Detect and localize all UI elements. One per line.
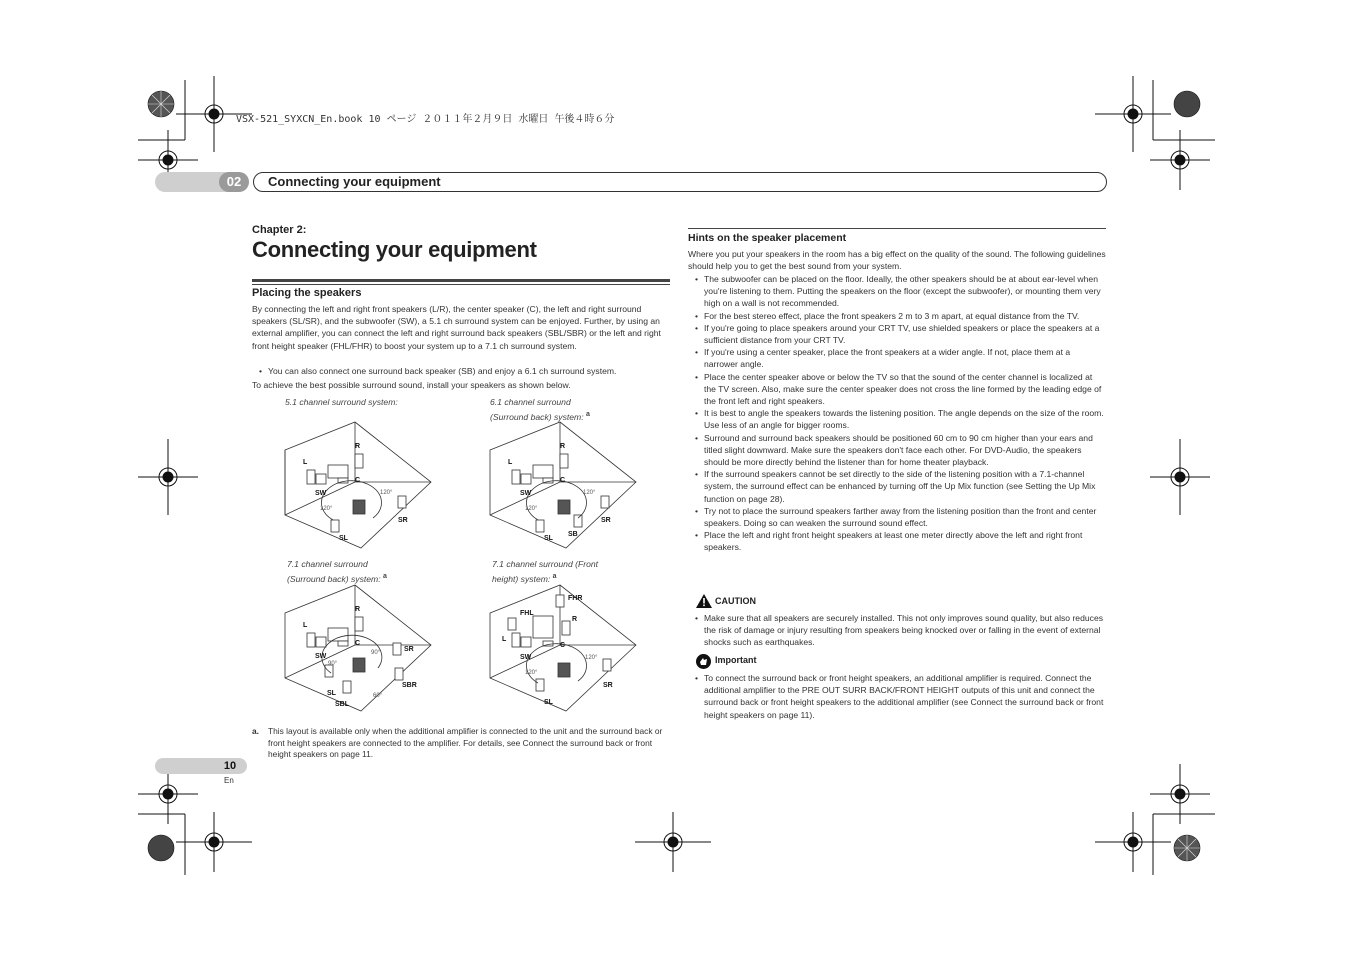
svg-text:R: R — [355, 606, 361, 613]
important-text: • To connect the surround back or front height speakers, an additional amplifier is required. Connect the additional amplifier to the PRE OUT SURR BACK/FRONT HEIGHT outputs of this unit and connect the surround back or front height speakers to the additional amplifier (see Connect the surround back or front height speakers on page 11). — [688, 672, 1106, 721]
svg-text:L: L — [502, 636, 507, 643]
hint-item: • Place the center speaker above or below the TV so that the sound of the center channel is localized at the TV screen. Also, make sure the center speaker does not cross the line formed by the leading edge of the front left and right speakers. — [688, 371, 1106, 408]
important-icon — [696, 654, 711, 669]
svg-text:SL: SL — [544, 535, 553, 542]
placing-closing: To achieve the best possible surround sound, install your speakers as shown below. — [252, 380, 571, 390]
label-R: R — [355, 443, 361, 450]
svg-text:120°: 120° — [525, 670, 538, 676]
placing-intro: By connecting the left and right front speakers (L/R), the center speaker (C), the left and right surround speakers (SL/SR), and the subwoofer (SW), a 5.1 ch surround system can be enjoyed. Further, by using an external amplifier, you can connect the left and right surround back speakers (SBL/SBR) or the left and right front height speaker (FHL/FHR) to boost your system up to a 7.1 ch surround system. — [252, 304, 661, 351]
diagram-caption-51: 5.1 channel surround system: — [285, 397, 398, 407]
diagram-caption-71-fh: 7.1 channel surround (Front height) system: $^a$ — [492, 559, 599, 584]
caution-label: CAUTION — [715, 596, 756, 606]
svg-text:120°: 120° — [320, 506, 333, 512]
header-title-box — [253, 172, 1107, 192]
label-SW: SW — [315, 490, 327, 497]
label-C: C — [355, 477, 361, 484]
label-L: L — [303, 459, 308, 466]
placing-bullet: • You can also connect one surround back speaker (SB) and enjoy a 6.1 ch surround system. — [252, 365, 670, 377]
page-title: Connecting your equipment — [252, 237, 537, 262]
svg-text:SW: SW — [520, 654, 532, 661]
label-SR: SR — [398, 517, 408, 524]
svg-text:SBR: SBR — [402, 682, 417, 689]
footnote-marker: a. — [252, 726, 259, 736]
hint-item: • Place the left and right front height speakers at least one meter directly above the left and right front speakers. — [688, 529, 1106, 553]
title-rule — [252, 279, 670, 282]
svg-text:120°: 120° — [583, 490, 596, 496]
svg-text:120°: 120° — [585, 655, 598, 661]
svg-text:FHR: FHR — [568, 595, 583, 602]
svg-text:SR: SR — [601, 517, 611, 524]
caution-icon — [696, 594, 712, 608]
svg-text:90°: 90° — [371, 650, 381, 656]
svg-text:C: C — [560, 642, 566, 649]
diagram-61-system — [488, 420, 638, 550]
hint-item: • The subwoofer can be placed on the floor. Ideally, the other speakers should be at about ear-level when you're listening to them. Putting the speakers on the floor (except the subwoofer), or mounting them very high on a wall is not recommended. — [688, 273, 1106, 310]
svg-text:SW: SW — [315, 653, 327, 660]
hint-item: • It is best to angle the speakers towards the listening position. The angle depends on the size of the room. Use less of an angle for bigger rooms. — [688, 407, 1106, 431]
page-language: En — [224, 776, 234, 785]
chapter-label: Chapter 2: — [252, 224, 307, 236]
svg-text:120°: 120° — [525, 506, 538, 512]
important-label: Important — [715, 655, 757, 665]
svg-text:R: R — [560, 443, 566, 450]
svg-text:L: L — [508, 459, 513, 466]
hint-item: • If you're going to place speakers around your CRT TV, use shielded speakers or place the speakers at a sufficient distance from your CRT TV. — [688, 322, 1106, 346]
hints-heading: Hints on the speaker placement — [688, 232, 847, 244]
chapter-number: 02 — [219, 172, 249, 192]
caution-text: • Make sure that all speakers are securely installed. This not only improves sound quality, but also reduces the risk of damage or injury resulting from speakers being knocked over or falling in the event of external shocks such as earthquakes. — [688, 612, 1106, 649]
label-SL: SL — [339, 535, 348, 542]
hint-item: • If you're using a center speaker, place the front speakers at a wider angle. If not, place them at a narrower angle. — [688, 346, 1106, 370]
svg-text:120°: 120° — [380, 490, 393, 496]
hint-item: • If the surround speakers cannot be set directly to the side of the listening position with a 7.1-channel system, the surround effect can be enhanced by turning off the Up Mix function (see Setting the Up Mix function on page 28). — [688, 468, 1106, 505]
svg-text:SW: SW — [520, 490, 532, 497]
hints-rule — [688, 228, 1106, 229]
title-rule-thin — [252, 284, 670, 285]
svg-text:SL: SL — [327, 690, 336, 697]
svg-text:C: C — [560, 477, 566, 484]
diagram-caption-71-sb: 7.1 channel surround (Surround back) system: $^a$ — [287, 559, 387, 584]
placing-heading: Placing the speakers — [252, 287, 362, 299]
hint-item: • Surround and surround back speakers should be positioned 60 cm to 90 cm higher than your ears and titled slight downward. Make sure the speakers don't face each other. For DVD-Audio, the speakers should be more directly behind the listener than for home theater playback. — [688, 432, 1106, 469]
svg-text:60°: 60° — [373, 693, 383, 699]
hints-list — [688, 273, 1106, 554]
hint-item: • Try not to place the surround speakers farther away from the listening position than the front and center speakers. Doing so can weaken the surround sound effect. — [688, 505, 1106, 529]
important-list — [688, 672, 1106, 721]
svg-text:SL: SL — [544, 699, 553, 706]
diagram-51-system — [283, 420, 433, 550]
svg-text:SBL: SBL — [335, 701, 349, 708]
svg-text:L: L — [303, 622, 308, 629]
svg-text:R: R — [572, 616, 578, 623]
footnote-text: This layout is available only when the additional amplifier is connected to the unit and the surround back or front height speakers are connected to the amplifier. For details, see Connect the surround back or front height speakers on page 11. — [268, 726, 663, 760]
svg-text:90°: 90° — [328, 661, 338, 667]
hints-intro: Where you put your speakers in the room has a big effect on the quality of the sound. The following guidelines should help you to get the best sound from your system. — [688, 249, 1106, 272]
diagram-71-surround-back — [283, 583, 433, 713]
svg-text:SR: SR — [603, 682, 613, 689]
book-file-header: VSX-521_SYXCN_En.book 10 ページ ２０１１年２月９日 水曜日 午後４時６分 — [236, 114, 615, 125]
running-header — [155, 172, 1107, 192]
page-number: 10 — [223, 760, 237, 772]
diagram-71-front-height — [488, 583, 638, 713]
svg-text:SB: SB — [568, 531, 578, 538]
svg-text:C: C — [355, 640, 361, 647]
placing-bullets — [252, 365, 670, 377]
header-title: Connecting your equipment — [268, 174, 441, 189]
caution-list — [688, 612, 1106, 649]
hint-item: • For the best stereo effect, place the front speakers 2 m to 3 m apart, at equal distance from the TV. — [688, 310, 1106, 322]
svg-text:SR: SR — [404, 646, 414, 653]
svg-text:FHL: FHL — [520, 610, 534, 617]
diagram-caption-61: 6.1 channel surround (Surround back) system: $^a$ — [490, 397, 590, 422]
